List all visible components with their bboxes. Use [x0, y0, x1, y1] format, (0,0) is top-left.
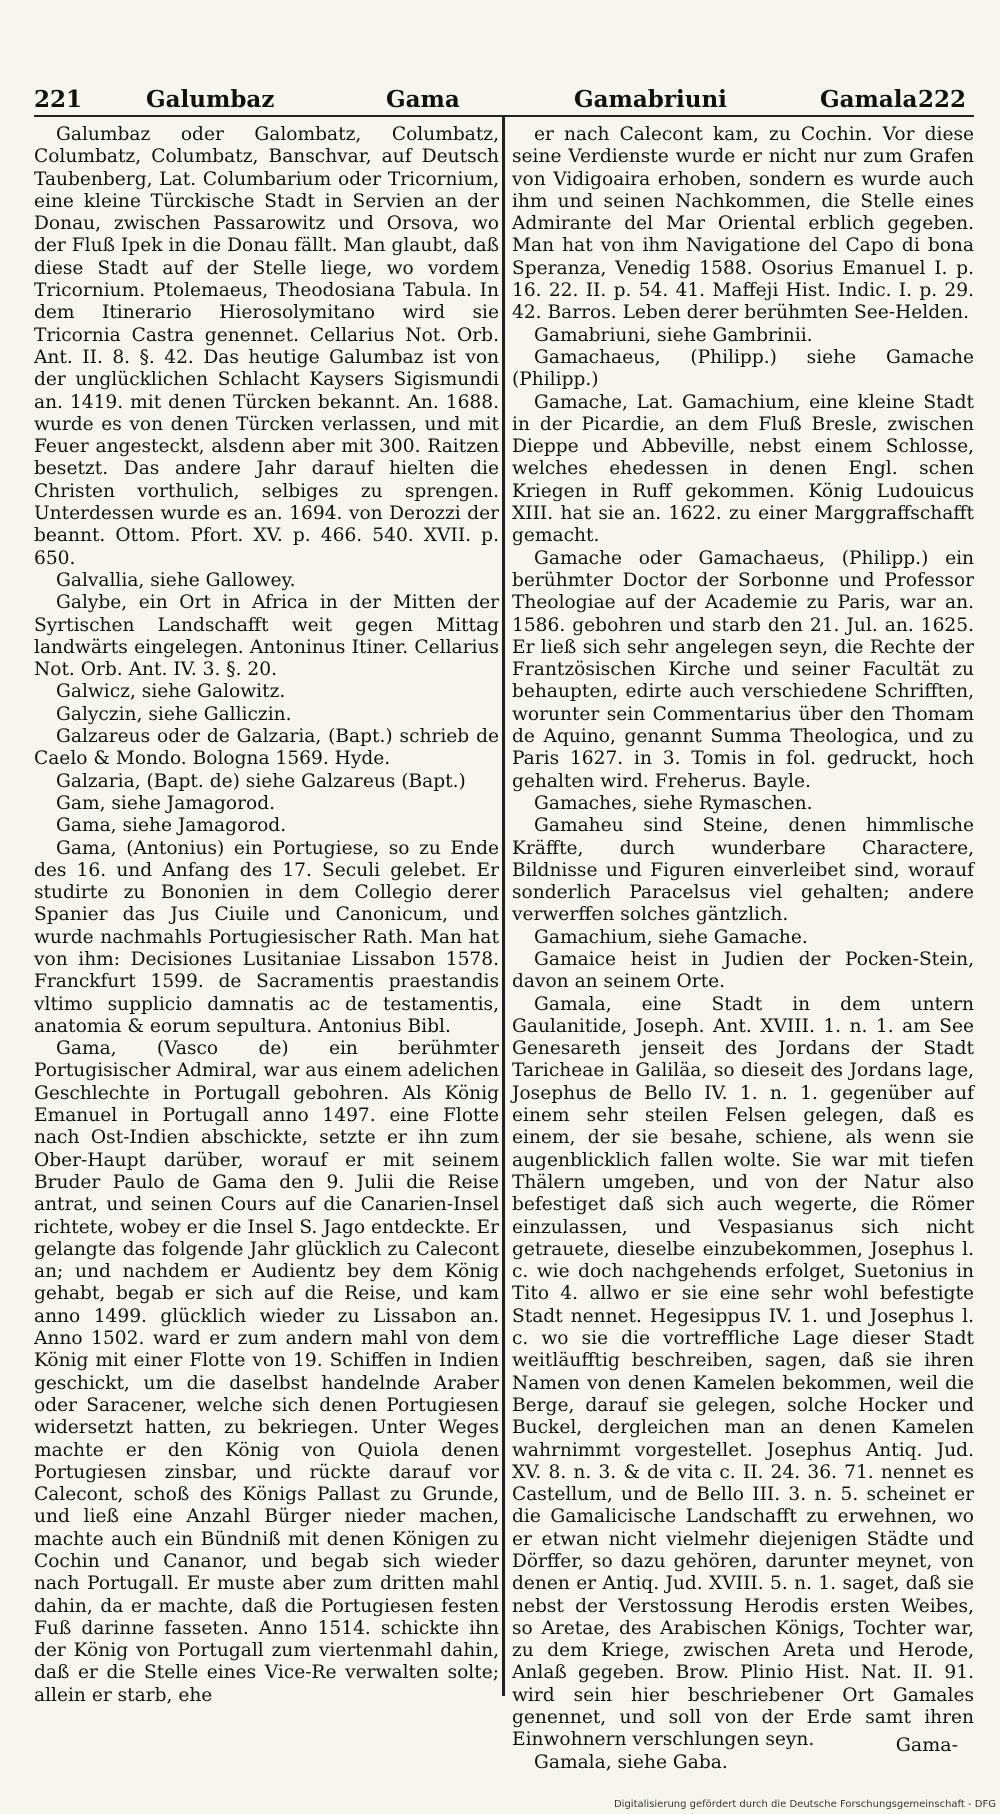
page-number-left: 221 — [34, 86, 83, 113]
entry-gamaches: Gamaches, siehe Rymaschen. — [534, 792, 813, 814]
entry-gamabriuni: Gamabriuni, siehe Gambrinii. — [534, 324, 813, 346]
header-keyword-1: Galumbaz — [146, 86, 275, 113]
header-keyword-4: Gamala — [820, 86, 918, 113]
entry-gam: Gam, siehe Jamagorod. — [56, 792, 276, 814]
entry-galwicz: Galwicz, siehe Galowitz. — [56, 681, 286, 703]
entry-gamachium: Gamachium, siehe Gamache. — [534, 926, 808, 948]
digitization-acknowledgement: Digitalisierung gefördert durch die Deutsche Forschungsgemeinschaft - DFG — [613, 1799, 996, 1810]
entry-gamache-philipp: Gamache oder Gamachaeus, (Philipp.) ein berühmter Doctor der Sorbonne und Professor Theologiae auf der Academie zu Paris, war an. 1586. gebohren und starb den 21. Jul. an. 1625. Er ließ sich sehr angelegen seyn, die Rechte der Frantzösischen Kirche und seiner Facultät zu behaupten, edirte auch verschiedene Schrifften, worunter sein Commentarius über den Thomam de Aquino, genannt Summa Theologica, und zu Paris 1627. in 3. Tomis in fol. gedruckt, hoch gehalten wird. Freherus. Bayle. — [512, 547, 974, 792]
entry-gamache-town: Gamache, Lat. Gamachium, eine kleine Stadt in der Picardie, an dem Fluß Bresle, zwischen Dieppe und Abbeville, nebst einem Schlosse, welches ehedessen in denen Engl. schen Kriegen in Ruff gekommen. König Ludouicus XIII. hat sie an. 1622. zu einer Marggraffschafft gemacht. — [512, 391, 974, 547]
catchword: Gama- — [895, 1734, 958, 1756]
entry-gamaheu: Gamaheu sind Steine, denen himmlische Kräffte, durch wunderbare Charactere, Bildnisse und Figuren einverleibet sind, worauf sonderlich Paracelsus viel gehalten; andere verwerffen solches gäntzlich. — [512, 815, 974, 926]
entry-galzaria: Galzaria, (Bapt. de) siehe Galzareus (Bapt.) — [56, 770, 466, 792]
right-column — [512, 124, 974, 1773]
entry-gamala-ref: Gamala, siehe Gaba. — [534, 1751, 728, 1773]
entry-gama-ref: Gama, siehe Jamagorod. — [56, 815, 287, 837]
running-header — [34, 82, 974, 116]
entry-gamachaeus: Gamachaeus, (Philipp.) siehe Gamache (Philipp.) — [512, 346, 974, 391]
entry-galumbaz: Galumbaz oder Galombatz, Columbatz, Columbatz, Columbatz, Banschvar, auf Deutsch Taubenberg, Lat. Columbarium oder Tricornium, eine kleine Türckische Stadt in Servien an der Donau, zwischen Passarowitz und Orsova, wo der Fluß Ipek in die Donau fällt. Man glaubt, daß diese Stadt auf der Stelle liege, wo vordem Tricornium. Ptolemaeus, Theodosiana Tabula. In dem Itinerario Hierosolymitano wird sie Tricornia Castra genennet. Cellarius Not. Orb. Ant. II. 8. §. 42. Das heutige Galumbaz ist von der unglücklichen Schlacht Kaysers Sigismundi an. 1419. mit denen Türcken bekannt. An. 1688. wurde es von denen Türcken verlassen, und mit Feuer angesteckt, alsdenn aber mit 300. Raitzen besetzt. Das andere Jahr darauf hielten die Christen vorthulich, selbiges zu sprengen. Unterdessen wurde es an. 1694. von Derozzi der beannt. Ottom. Pfort. XV. p. 466. 540. XVII. p. 650. — [34, 124, 499, 569]
header-keyword-3: Gamabriuni — [574, 86, 727, 113]
entry-galzareus: Galzareus oder de Galzaria, (Bapt.) schrieb de Caelo & Mondo. Bologna 1569. Hyde. — [34, 726, 499, 770]
entry-gama-vasco: Gama, (Vasco de) ein berühmter Portugisischer Admiral, war aus einem adelichen Geschlechte in Portugall gebohren. Als König Emanuel in Portugall anno 1497. eine Flotte nach Ost-Indien abschickte, setzte er ihn zum Ober-Haupt darüber, worauf er mit seinem Bruder Paulo de Gama den 9. Julii die Reise antrat, und seinen Cours auf die Canarien-Insel richtete, wobey er die Insel S. Jago entdeckte. Er gelangte das folgende Jahr glücklich zu Calecont an; und nachdem er Audientz bey dem König gehabt, begab er sich auf die Reise, und kam anno 1499. glücklich wieder zu Lissabon an. Anno 1502. ward er zum andern mahl von dem König mit einer Flotte von 19. Schiffen in Indien geschickt, um die daselbst handelnde Araber oder Saracener, welche sich denen Portugiesen widersetzt hatten, zu bekriegen. Unter Weges machte er den König von Quiola denen Portugiesen zinsbar, und rückte darauf vor Calecont, schoß des Königs Pallast zu Grunde, und ließ eine Anzahl Bürger nieder machen, machte auch ein Bündniß mit denen Königen zu Cochin und Cananor, und begab sich wieder nach Portugall. Er muste aber zum dritten mahl dahin, da er machte, daß die Portugiesen festen Fuß darinne fasseten. Anno 1514. schickte ihn der König von Portugall zum viertenmahl dahin, daß er die Stelle eines Vice-Re verwalten solte; allein er starb, ehe — [34, 1038, 499, 1706]
left-column — [34, 124, 499, 1706]
entry-gamala: Gamala, eine Stadt in dem untern Gaulanitide, Joseph. Ant. XVIII. 1. n. 1. am See Genesareth jenseit des Jordans der Stadt Taricheae in Galiläa, so dieseit des Jordans lage, Josephus de Bello IV. 1. n. 1. gegenüber auf einem sehr steilen Felsen gelegen, daß es einem, der sie besahe, schiene, als wenn sie augenblicklich fallen wolte. Sie war mit tiefen Thälern umgeben, und von der Natur also befestiget daß sich auch wegerte, die Römer einzulassen, und Vespasianus sich nicht getrauete, dieselbe einzubekommen, Josephus l. c. wie doch nachgehends erfolget, Suetonius in Tito 4. allwo er sie eine sehr wohl befestigte Stadt nennet. Hegesippus IV. 1. und Josephus l. c. wo sie die vortreffliche Lage dieser Stadt weitläufftig beschreiben, sagen, daß sie ihren Namen von denen Kamelen bekommen, weil die Berge, darauf sie gelegen, solche Hocker und Buckel, dergleichen man an denen Kamelen wahrnimmt vorgestellet. Josephus Antiq. Jud. XV. 8. n. 3. & de vita c. II. 24. 36. 71. nennet es Castellum, und de Bello III. 3. n. 5. scheinet er die Gamalicische Landschafft zu erwehnen, wo er etwan nicht vielmehr diejenigen Städte und Dörffer, so dazu gehören, darunter meynet, von denen er Antiq. Jud. XVIII. 5. n. 1. saget, daß sie nebst der Verstossung Herodis ersten Weibes, so Aretae, des Arabischen Königs, Tochter war, zu dem Kriege, zwischen Areta und Herode, Anlaß gegeben. Brow. Plinio Hist. Nat. II. 91. wird sein hier beschriebener Ort Gamales genennet, und soll von der Erde samt ihren Einwohnern verschlungen seyn. — [512, 993, 974, 1751]
entry-galybe: Galybe, ein Ort in Africa in der Mitten der Syrtischen Landschafft weit gegen Mittag landwärts eingelegen. Antoninus Itiner. Cellarius Not. Orb. Ant. IV. 3. §. 20. — [34, 592, 499, 681]
entry-galvallia: Galvallia, siehe Gallowey. — [56, 569, 296, 591]
entry-gamaice: Gamaice heist in Judien der Pocken-Stein, davon an seinem Orte. — [512, 948, 974, 993]
header-keyword-2: Gama — [386, 86, 460, 113]
entry-gama-antonius: Gama, (Antonius) ein Portugiese, so zu Ende des 16. und Anfang des 17. Seculi gelebet. Er studirte zu Bononien in dem Collegio derer Spanier das Jus Ciuile und Canonicum, und wurde nachmahls Portugiesischer Rath. Man hat von ihm: Decisiones Lusitaniae Lissabon 1578. Franckfurt 1599. de Sacramentis praestandis vltimo supplicio damnatis ac de testamentis, anatomia & eorum sepultura. Antonius Bibl. — [34, 837, 499, 1037]
page-number-right: 222 — [917, 86, 966, 113]
column-divider — [502, 116, 505, 1696]
entry-gama-vasco-continued: er nach Calecont kam, zu Cochin. Vor diese seine Verdienste wurde er nicht nur zum Grafen von Vidigoaira erhoben, sondern es wurde auch ihm und seinen Nachkommen, die Stelle eines Admirante del Mar Oriental erblich gegeben. Man hat von ihm Navigatione del Capo di bona Speranza, Venedig 1588. Osorius Emanuel I. p. 16. 22. II. p. 54. 41. Maffeji Hist. Indic. I. p. 29. 42. Barros. Leben derer berühmten See-Helden. — [512, 124, 974, 324]
entry-galyczin: Galyczin, siehe Galliczin. — [56, 703, 292, 725]
